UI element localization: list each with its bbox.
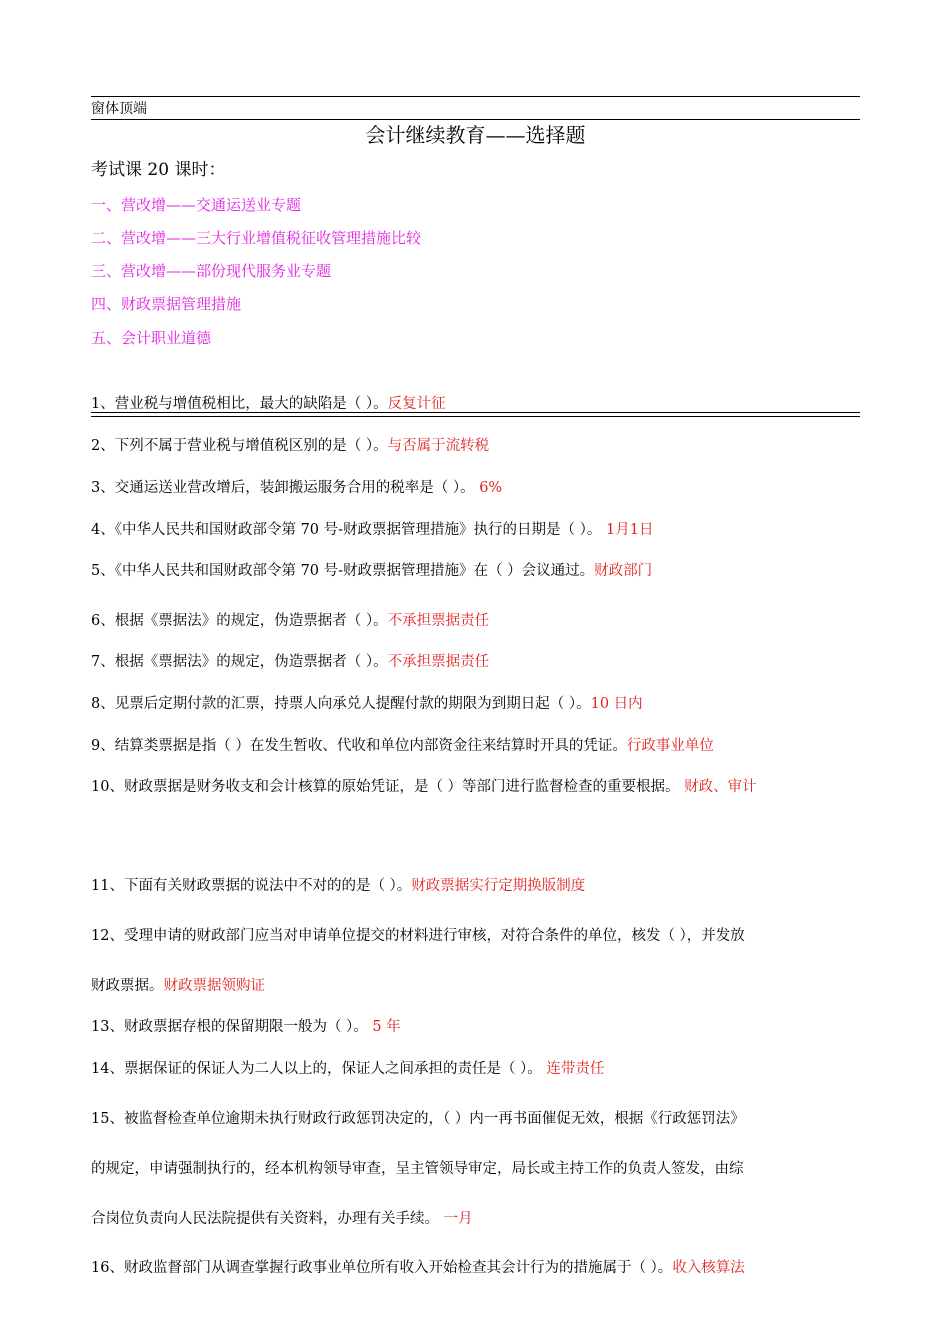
question-text: 12、受理申请的财政部门应当对申请单位提交的材料进行审核，对符合条件的单位，核发（ ），并发放: [91, 928, 745, 944]
question-text: 6、根据《票据法》的规定，伪造票据者（ ）。: [91, 613, 388, 629]
course-item: 一、营改增——交通运送业专题: [91, 196, 302, 214]
answer-text: 6%: [479, 480, 503, 496]
question-text: 的规定，申请强制执行的，经本机构领导审查，呈主管领导审定，局长或主持工作的负责人签发，由综: [91, 1161, 744, 1177]
question-line: [91, 478, 860, 498]
answer-text: 一月: [443, 1211, 473, 1227]
question-line: [91, 1258, 860, 1278]
question-line: [91, 876, 860, 896]
question-line: [91, 611, 860, 631]
question-text: 10、财政票据是财务收支和会计核算的原始凭证，是（ ）等部门进行监督检查的重要根据。: [91, 779, 685, 795]
question-line: [91, 394, 860, 414]
question-text: 9、结算类票据是指（ ）在发生暂收、代收和单位内部资金往来结算时开具的凭证。: [91, 738, 627, 754]
answer-text: 5 年: [372, 1019, 401, 1035]
question-text: 2、下列不属于营业税与增值税区别的是（ ）。: [91, 438, 388, 454]
course-item: 三、营改增——部份现代服务业专题: [91, 262, 332, 280]
double-rule: [91, 412, 860, 417]
question-text: 合岗位负责向人民法院提供有关资料，办理有关手续。: [91, 1211, 444, 1227]
question-text: 4、《中华人民共和国财政部令第 70 号-财政票据管理措施》执行的日期是（ ）。: [91, 522, 607, 538]
question-text: 5、《中华人民共和国财政部令第 70 号-财政票据管理措施》在（ ）会议通过。: [91, 563, 595, 579]
question-text: 14、票据保证的保证人为二人以上的，保证人之间承担的责任是（ ）。: [91, 1061, 547, 1077]
answer-text: 收入核算法: [672, 1260, 745, 1276]
header-rule-bottom: [91, 119, 860, 120]
question-text: 8、见票后定期付款的汇票，持票人向承兑人提醒付款的期限为到期日起（ ）。: [91, 696, 591, 712]
header-rule-top: [91, 96, 860, 97]
question-line: [91, 436, 860, 456]
answer-text: 10 日内: [590, 696, 643, 712]
course-item: 五、会计职业道德: [91, 329, 212, 347]
answer-text: 财政票据实行定期换版制度: [411, 878, 586, 894]
form-top-label: 窗体顶端: [91, 101, 147, 117]
question-line: [91, 777, 860, 797]
question-text: 1、营业税与增值税相比，最大的缺陷是（ ）。: [91, 396, 388, 412]
answer-text: 连带责任: [546, 1061, 605, 1077]
answer-text: 财政票据领购证: [163, 978, 265, 994]
question-text: 7、根据《票据法》的规定，伪造票据者（ ）。: [91, 654, 388, 670]
question-line: [91, 1209, 860, 1229]
answer-text: 财政、审计: [684, 779, 757, 795]
question-line: [91, 976, 860, 996]
answer-text: 行政事业单位: [626, 738, 714, 754]
answer-text: 反复计征: [387, 396, 446, 412]
question-line: [91, 736, 860, 756]
question-line: [91, 1017, 860, 1037]
question-line: [91, 652, 860, 672]
answer-text: 财政部门: [594, 563, 653, 579]
question-text: 3、交通运送业营改增后，装卸搬运服务合用的税率是（ ）。: [91, 480, 480, 496]
question-text: 财政票据。: [91, 978, 164, 994]
question-line: [91, 520, 860, 540]
course-hours-heading: 考试课 20 课时：: [91, 160, 226, 180]
question-line: [91, 1109, 860, 1129]
course-item: 四、财政票据管理措施: [91, 295, 242, 313]
question-line: [91, 1059, 860, 1079]
answer-text: 1月1日: [606, 522, 654, 538]
question-text: 13、财政票据存根的保留期限一般为（ ）。: [91, 1019, 373, 1035]
question-line: [91, 1159, 860, 1179]
answer-text: 不承担票据责任: [387, 613, 490, 629]
answer-text: 与否属于流转税: [387, 438, 490, 454]
question-line: [91, 926, 860, 946]
question-text: 11、下面有关财政票据的说法中不对的的是（ ）。: [91, 878, 412, 894]
question-text: 16、财政监督部门从调查掌握行政事业单位所有收入开始检查其会计行为的措施属于（ ）。: [91, 1260, 673, 1276]
answer-text: 不承担票据责任: [387, 654, 490, 670]
question-line: [91, 694, 860, 714]
question-text: 15、被监督检查单位逾期未执行财政行政惩罚决定的，（ ）内一再书面催促无效，根据《行政惩罚法》: [91, 1111, 745, 1127]
course-item: 二、营改增——三大行业增值税征收管理措施比较: [91, 229, 422, 247]
page-title: 会计继续教育——选择题: [365, 123, 586, 147]
question-line: [91, 561, 860, 581]
